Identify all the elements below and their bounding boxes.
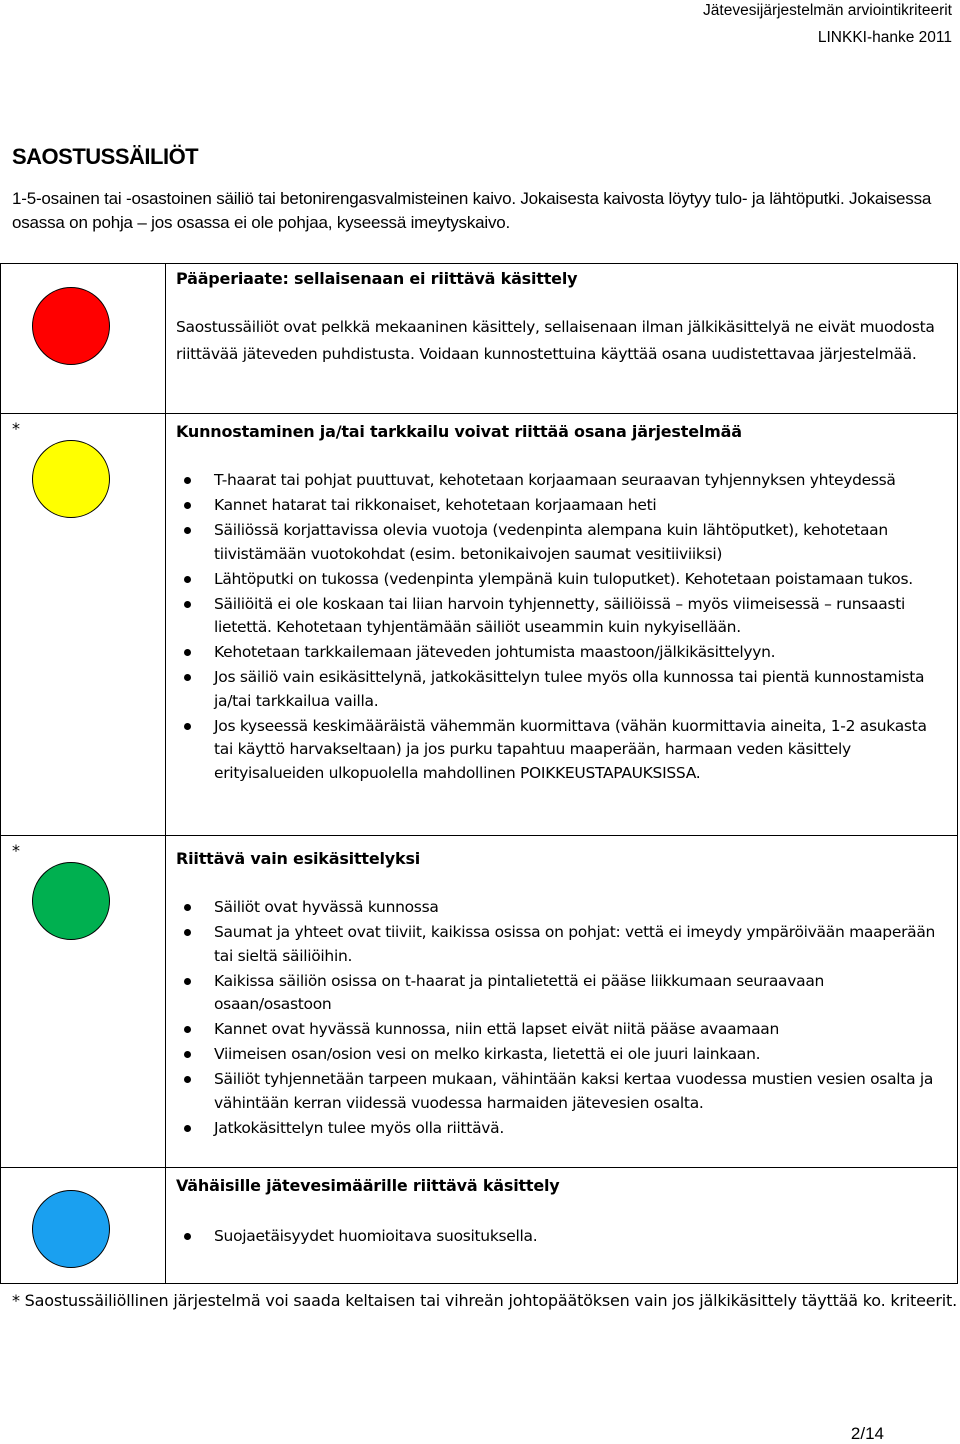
yellow-criteria-list (176, 469, 946, 787)
list-item: Kannet ovat hyvässä kunnossa, niin että lapset eivät niitä pääse avaamaan (176, 1018, 946, 1042)
list-item: Lähtöputki on tukossa (vedenpinta ylempänä kuin tuloputket). Kehotetaan poistamaan tukos. (176, 568, 946, 592)
list-item: Viimeisen osan/osion vesi on melko kirkasta, lietettä ei ole juuri lainkaan. (176, 1043, 946, 1067)
table-right-border (957, 263, 958, 1284)
document-header-title: Jätevesijärjestelmän arviointikriteerit (703, 2, 952, 19)
list-item: Kannet hatarat tai rikkonaiset, kehotetaan korjaamaan heti (176, 494, 946, 518)
red-status-indicator (32, 287, 110, 365)
yellow-footnote-marker: * (12, 419, 20, 438)
green-criteria-list (176, 896, 946, 1142)
page-title: SAOSTUSSÄILIÖT (12, 144, 199, 169)
yellow-section-heading: Kunnostaminen ja/tai tarkkailu voivat riittää osana järjestelmää (176, 422, 742, 441)
blue-criteria-list (176, 1225, 946, 1250)
green-footnote-marker: * (12, 841, 20, 860)
red-section-text: Saostussäiliöt ovat pelkkä mekaaninen käsittely, sellaisenaan ilman jälkikäsittelyä ne eivät muodosta riittävää jäteveden puhdistusta. Voidaan kunnostettuina käyttää osana uudistettavaa järjestelmää. (176, 318, 935, 363)
list-item: Säiliöt tyhjennetään tarpeen mukaan, vähintään kaksi kertaa vuodessa mustien vesien osalta ja vähintään kerran viidessä vuodessa harmaiden jätevesien osalta. (176, 1068, 946, 1115)
list-item: Suojaetäisyydet huomioitava suosituksella. (176, 1225, 946, 1249)
red-section-heading: Pääperiaate: sellaisenaan ei riittävä käsittely (176, 269, 578, 288)
table-left-border (0, 263, 1, 1284)
page-number: 2/14 (850, 1424, 884, 1443)
intro-paragraph: 1-5-osainen tai -osastoinen säiliö tai betonirengasvalmisteinen kaivo. Jokaisesta kaivosta löytyy tulo- ja lähtöputki. Jokaisessa osassa on pohja – jos osassa ei ole pohjaa, kyseessä imeytyskaivo. (12, 189, 932, 232)
footnote: * Saostussäiliöllinen järjestelmä voi saada keltaisen tai vihreän johtopäätöksen vain jos jälkikäsittely täyttää ko. kriteerit. (12, 1291, 957, 1310)
blue-section-heading: Vähäisille jätevesimäärille riittävä käsittely (176, 1176, 560, 1195)
table-column-divider (165, 263, 166, 1284)
list-item: Säiliössä korjattavissa olevia vuotoja (vedenpinta alempana kuin lähtöputket), kehotetaan tiivistämään vuotokohdat (esim. betonikaivojen saumat vesitiiviiksi) (176, 519, 946, 566)
list-item: Jatkokäsittelyn tulee myös olla riittävä. (176, 1117, 946, 1141)
list-item: Jos kyseessä keskimääräistä vähemmän kuormittava (vähän kuormittavia aineita, 1-2 asukasta tai käyttö harvakseltaan) ja jos purku tapahtuu maaperään, harmaan veden käsittely erityisalueiden ulkopuolella mahdollinen POIKKEUSTAPAUKSISSA. (176, 715, 946, 786)
list-item: Kehotetaan tarkkailemaan jäteveden johtumista maastoon/jälkikäsittelyyn. (176, 641, 946, 665)
document-header-project: LINKKI-hanke 2011 (817, 29, 952, 46)
list-item: Säiliöitä ei ole koskaan tai liian harvoin tyhjennetty, säiliöissä – myös viimeisessä – runsaasti lietettä. Kehotetaan tyhjentämään säiliöt useammin kuin nykyisellään. (176, 593, 946, 640)
table-bottom-border (0, 1283, 958, 1284)
blue-status-indicator (32, 1190, 110, 1268)
green-status-indicator (32, 862, 110, 940)
table-top-border (0, 263, 958, 264)
table-row-divider (0, 835, 958, 836)
list-item: Jos säiliö vain esikäsittelynä, jatkokäsittelyn tulee myös olla kunnossa tai pientä kunnostamista ja/tai tarkkailua vailla. (176, 666, 946, 713)
list-item: T-haarat tai pohjat puuttuvat, kehotetaan korjaamaan seuraavan tyhjennyksen yhteydessä (176, 469, 946, 493)
list-item: Kaikissa säiliön osissa on t-haarat ja pintalietettä ei pääse liikkumaan seuraavaan osaan/osastoon (176, 970, 946, 1017)
yellow-status-indicator (32, 440, 110, 518)
list-item: Saumat ja yhteet ovat tiiviit, kaikissa osissa on pohjat: vettä ei imeydy ympäröivään maaperään tai sieltä säiliöihin. (176, 921, 946, 968)
green-section-heading: Riittävä vain esikäsittelyksi (176, 849, 421, 868)
table-row-divider (0, 1167, 958, 1168)
table-row-divider (0, 413, 958, 414)
list-item: Säiliöt ovat hyvässä kunnossa (176, 896, 946, 920)
